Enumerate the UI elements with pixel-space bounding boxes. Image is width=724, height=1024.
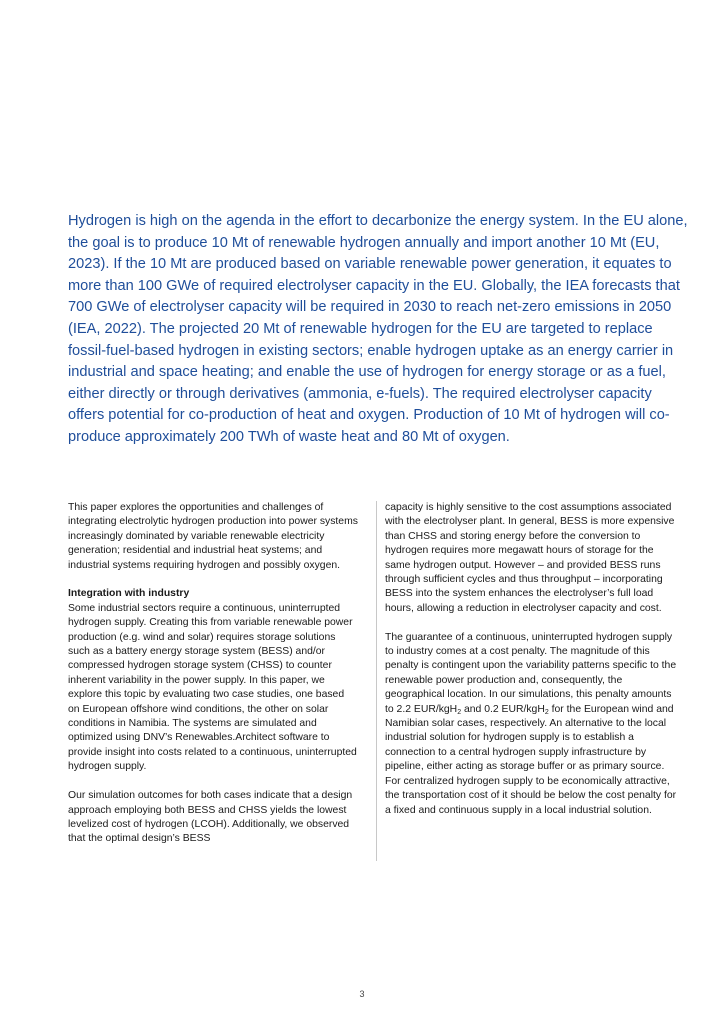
section-heading-integration: Integration with industry <box>68 588 190 600</box>
two-column-body <box>68 501 680 861</box>
subscript-2: 2 <box>457 708 462 716</box>
left-column <box>68 501 358 861</box>
right-paragraph-2-part-a: The guarantee of a continuous, uninterrupted hydrogen supply to industry comes at a cost penalty. The magnitude of this penalty is contingent upon the variability patterns specific to the renewable power production and, consequently, the geographical location. In our simulations, this penalty amounts to 2.2 EUR/kgH <box>385 631 677 715</box>
right-paragraph-1: capacity is highly sensitive to the cost assumptions associated with the electrolyser plant. In general, BESS is more expensive than CHSS and storing energy before the conversion to hydrogen requires more megawatt hours of storage for the same hydrogen output. However – and provided BESS runs through sufficient cycles and thus throughput – incorporating BESS into the system enhances the electrolyser’s full load hours, allowing a reduction in electrolyser capacity and cost. <box>385 502 675 614</box>
intro-paragraph: Hydrogen is high on the agenda in the effort to decarbonize the energy system. In the EU alone, the goal is to produce 10 Mt of renewable hydrogen annually and import another 10 Mt (EU, 2023). If the 10 Mt are produced based on variable renewable power generation, it equates to more than 100 GWe of required electrolyser capacity in the EU. Globally, the IEA forecasts that 700 GWe of electrolyser capacity will be required in 2030 to reach net-zero emissions in 2050 (IEA, 2022). The projected 20 Mt of renewable hydrogen for the EU are targeted to replace fossil-fuel-based hydrogen in existing sectors; enable hydrogen uptake as an energy carrier in industrial and space heating; and enable the use of hydrogen for energy storage or as a fuel, either directly or through derivatives (ammonia, e-fuels). The required electrolyser capacity offers potential for co-production of heat and oxygen. Production of 10 Mt of hydrogen will co-produce approximately 200 TWh of waste heat and 80 Mt of oxygen. <box>68 213 688 445</box>
left-paragraph-2: Some industrial sectors require a continuous, uninterrupted hydrogen supply. Creating this from variable renewable power production (e.g. wind and solar) requires storage solutions such as a battery energy storage system (BESS) and/or compressed hydrogen storage system (CHSS) to counter inherent variability in the power supply. In this paper, we explore this topic by evaluating two case studies, one based on European offshore wind conditions, the other on solar conditions in Namibia. The systems are simulated and optimized using DNV’s Renewables.Architect software to provide insight into costs related to a continuous, uninterrupted hydrogen supply. <box>68 602 357 773</box>
left-paragraph-3: Our simulation outcomes for both cases indicate that a design approach employing both BESS and CHSS yields the lowest levelized cost of hydrogen (LCOH). Additionally, we observed that the optimal design’s BESS <box>68 790 353 845</box>
subscript-2: 2 <box>544 708 549 716</box>
right-column <box>376 501 678 861</box>
right-paragraph-2 <box>385 631 678 818</box>
right-paragraph-2-part-b: and 0.2 EUR/kgH <box>461 703 545 715</box>
right-paragraph-2-part-c: for the European wind and Namibian solar cases, respectively. An alternative to the local industrial solution for hydrogen supply is to establish a connection to a central hydrogen supply infrastructure by pipeline, either acting as storage buffer or as primary source. For centralized hydrogen supply to be economically attractive, the transportation cost of it should be below the cost penalty for a fixed and continuous supply in a local industrial solution. <box>385 703 677 816</box>
page-number: 3 <box>359 989 365 999</box>
left-paragraph-1: This paper explores the opportunities and challenges of integrating electrolytic hydrogen production into power systems increasingly dominated by variable renewable electricity generation; residential and industrial heat systems; and industrial systems requiring hydrogen and possibly oxygen. <box>68 502 358 571</box>
